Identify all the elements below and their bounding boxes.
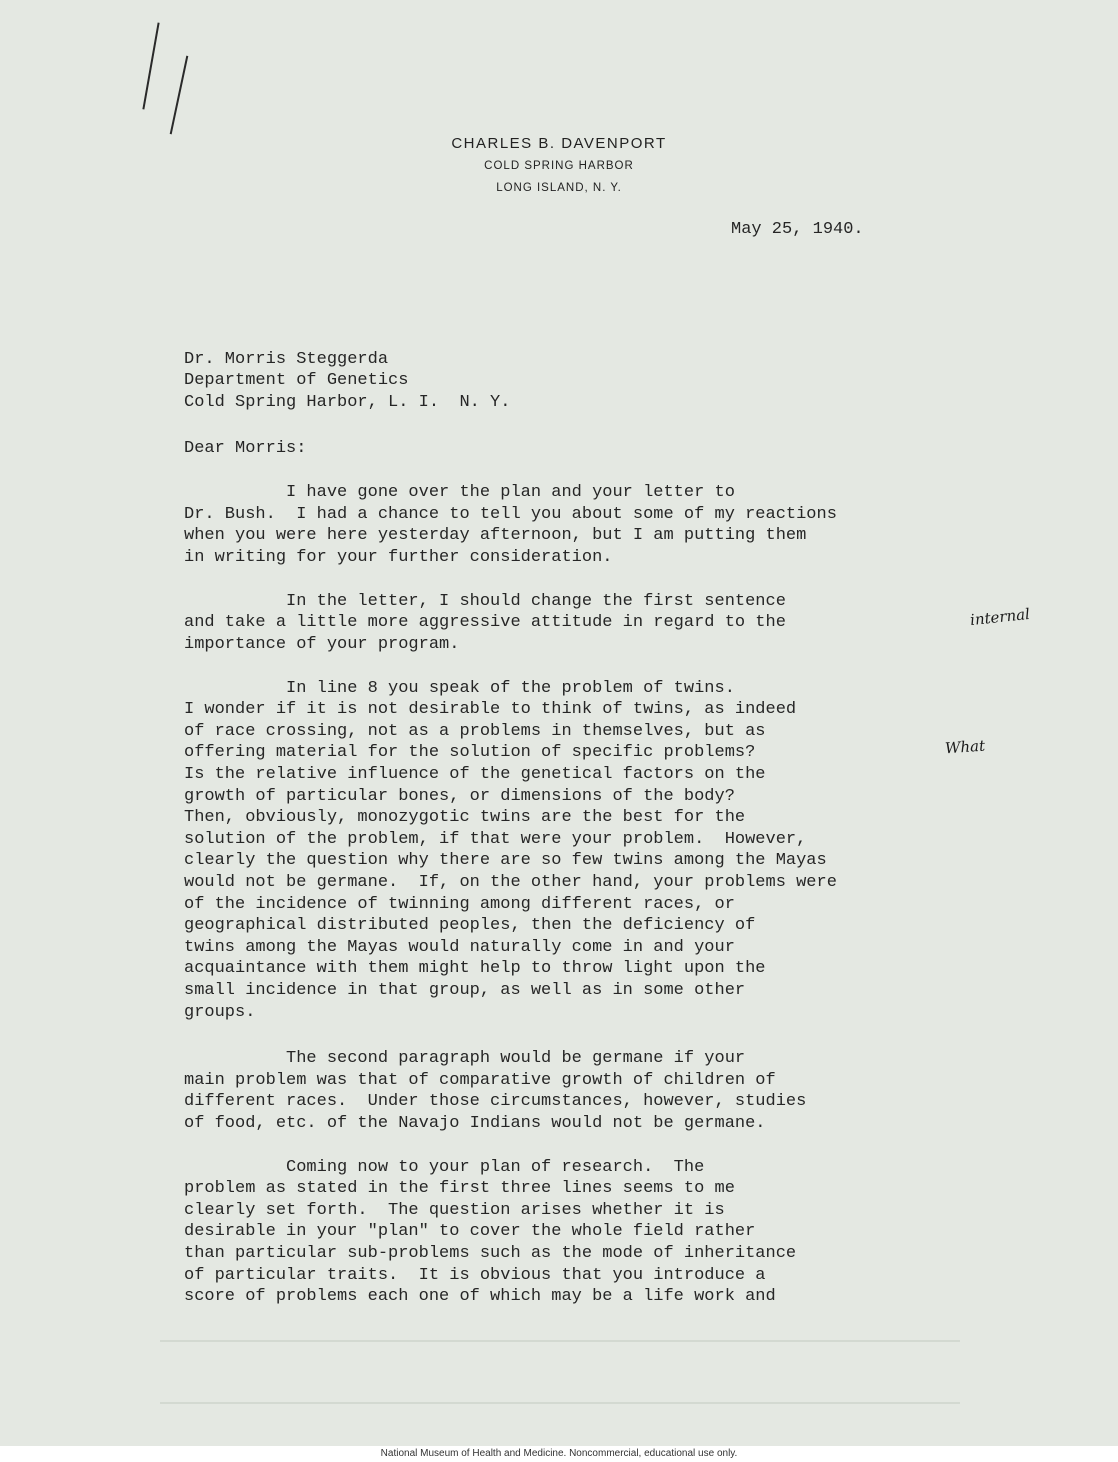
text-line: would not be germane. If, on the other hand, your problems were [184,873,837,892]
text-line: solution of the problem, if that were your problem. However, [184,830,807,849]
text-line: I wonder if it is not desirable to think of twins, as indeed [184,700,797,719]
text-line: desirable in your "plan" to cover the whole field rather [184,1222,756,1241]
text-line: In the letter, I should change the first sentence [184,592,786,611]
text-line: Is the relative influence of the genetical factors on the [184,765,766,784]
text-line: in writing for your further consideration. [184,548,613,567]
text-line: twins among the Mayas would naturally come in and your [184,938,735,957]
text-line: Coming now to your plan of research. The [184,1158,705,1177]
text-line: importance of your program. [184,635,460,654]
text-line: small incidence in that group, as well as in some other [184,981,746,1000]
text-line: of the incidence of twinning among different races, or [184,895,735,914]
text-line: clearly set forth. The question arises whether it is [184,1201,725,1220]
text-line: acquaintance with them might help to throw light upon the [184,959,766,978]
text-line: The second paragraph would be germane if your [184,1049,746,1068]
pencil-mark [170,56,189,135]
salutation: Dear Morris: [184,439,307,458]
handwritten-what: What [944,736,986,758]
text-line: when you were here yesterday afternoon, but I am putting them [184,526,807,545]
letterhead-city: COLD SPRING HARBOR [484,160,634,172]
text-line: offering material for the solution of specific problems? [184,743,756,762]
footer-credit: National Museum of Health and Medicine. Noncommercial, educational use only. [0,1446,1118,1462]
text-line: geographical distributed peoples, then the deficiency of [184,916,756,935]
text-line: growth of particular bones, or dimensions of the body? [184,787,735,806]
text-line: of particular traits. It is obvious that you introduce a [184,1266,766,1285]
handwritten-internal: internal [969,604,1031,630]
address-line: Cold Spring Harbor, L. I. N. Y. [184,393,511,412]
watermark-band [160,1340,960,1404]
text-line: of food, etc. of the Navajo Indians would not be germane. [184,1114,766,1133]
text-line: Then, obviously, monozygotic twins are the best for the [184,808,746,827]
text-line: score of problems each one of which may be a life work and [184,1287,776,1306]
address-line: Dr. Morris Steggerda [184,350,389,369]
text-line: Dr. Bush. I had a chance to tell you about some of my reactions [184,505,837,524]
pencil-mark [142,22,159,109]
text-line: I have gone over the plan and your letter to [184,483,735,502]
address-line: Department of Genetics [184,371,409,390]
text-line: of race crossing, not as a problems in themselves, but as [184,722,766,741]
text-line: In line 8 you speak of the problem of twins. [184,679,735,698]
letterhead-state: LONG ISLAND, N. Y. [496,182,622,194]
text-line: main problem was that of comparative growth of children of [184,1071,776,1090]
letterhead-name: CHARLES B. DAVENPORT [451,135,667,152]
text-line: problem as stated in the first three lines seems to me [184,1179,735,1198]
letter-date: May 25, 1940. [731,220,864,239]
text-line: than particular sub-problems such as the mode of inheritance [184,1244,797,1263]
text-line: and take a little more aggressive attitude in regard to the [184,613,786,632]
text-line: groups. [184,1003,256,1022]
text-line: clearly the question why there are so few twins among the Mayas [184,851,827,870]
text-line: different races. Under those circumstances, however, studies [184,1092,807,1111]
